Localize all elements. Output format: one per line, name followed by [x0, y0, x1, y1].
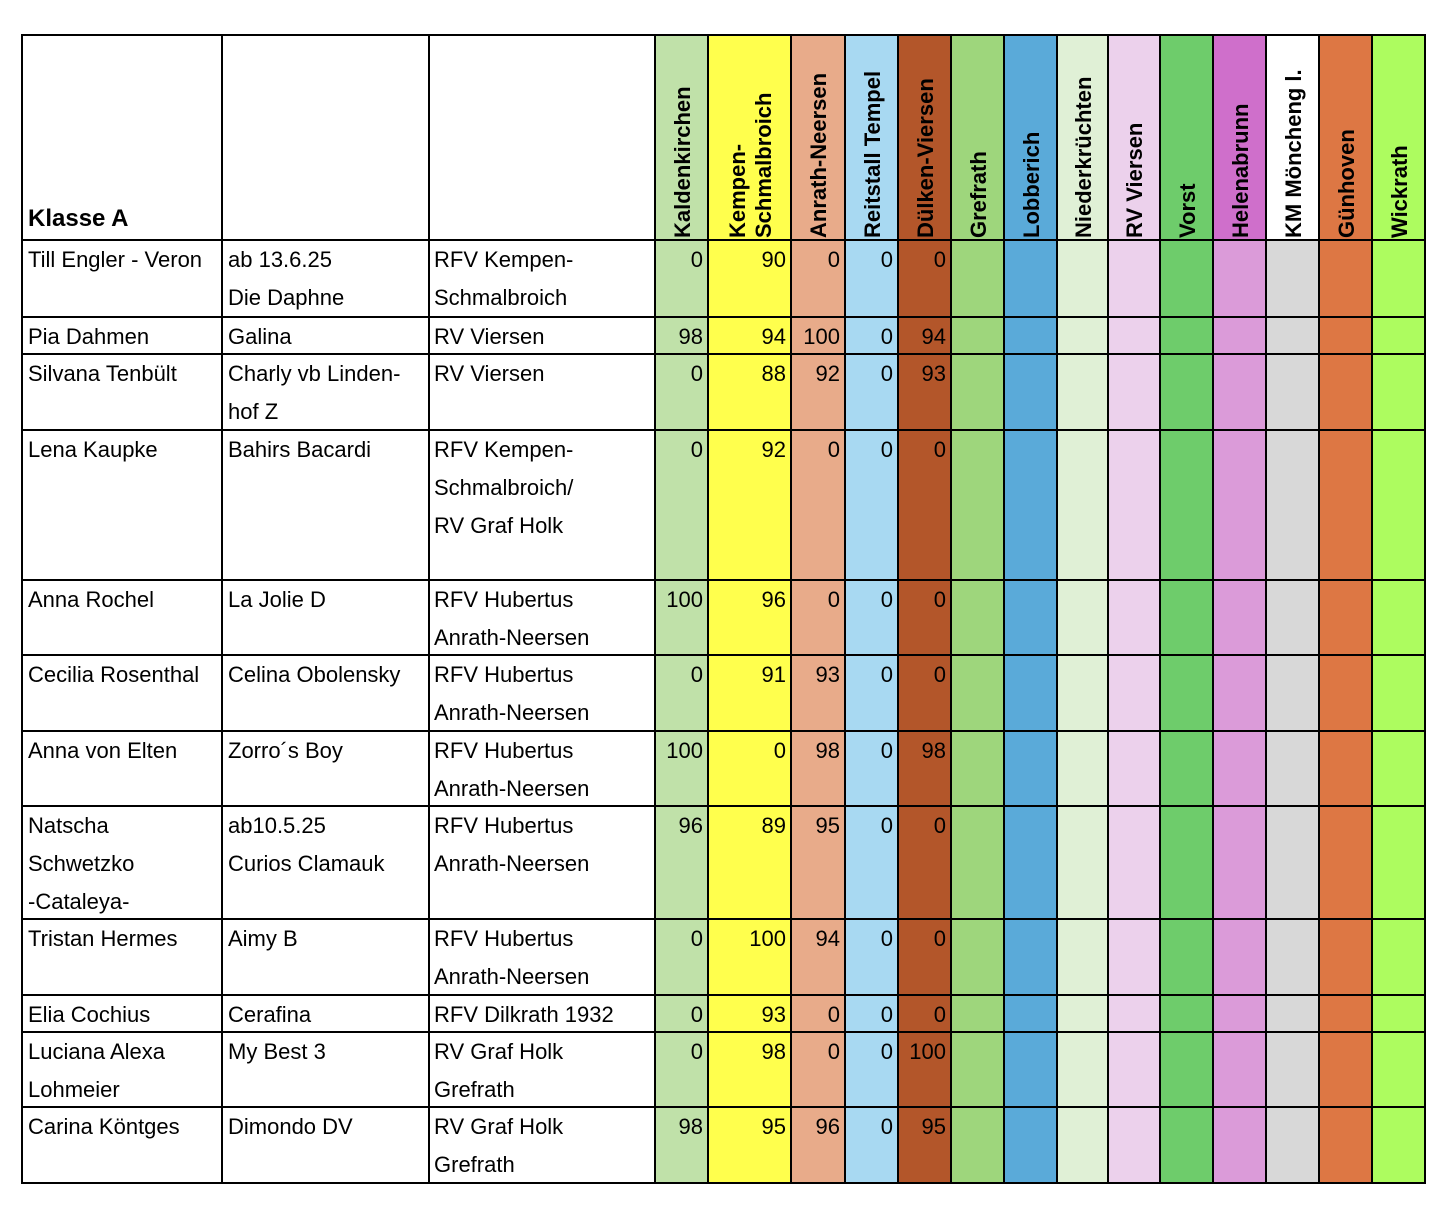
rider-cell: Elia Cochius: [28, 1002, 151, 1027]
club-cell: Anrath-Neersen: [434, 625, 590, 650]
column-header: Helenabrunn: [1227, 103, 1253, 238]
score-cell: 93: [921, 361, 946, 386]
score-cell: 0: [827, 1039, 840, 1064]
horse-cell: My Best 3: [228, 1039, 326, 1064]
score-cell: 0: [933, 247, 946, 272]
score-cell: 0: [880, 587, 893, 612]
horse-cell: ab 13.6.25: [228, 247, 332, 272]
column-header: Vorst: [1174, 183, 1200, 238]
column-header: Reitstall Tempel: [859, 70, 885, 238]
rider-cell: Anna Rochel: [28, 587, 154, 612]
horse-cell: Curios Clamauk: [228, 851, 385, 876]
score-cell: 98: [815, 738, 840, 763]
grid-line: [1107, 34, 1109, 1184]
score-cell: 94: [815, 926, 840, 951]
score-cell: 0: [933, 813, 946, 838]
score-cell: 0: [880, 247, 893, 272]
grid-line: [21, 34, 23, 1184]
horse-cell: ab10.5.25: [228, 813, 326, 838]
grid-line: [1056, 34, 1058, 1184]
score-cell: 0: [880, 437, 893, 462]
score-cell: 98: [761, 1039, 786, 1064]
club-cell: Grefrath: [434, 1077, 515, 1102]
club-cell: RFV Hubertus: [434, 926, 574, 951]
grid-line: [1212, 34, 1214, 1184]
score-cell: 0: [880, 738, 893, 763]
grid-line: [950, 34, 952, 1184]
club-cell: RFV Kempen-: [434, 437, 574, 462]
rider-cell: Silvana Tenbült: [28, 361, 177, 386]
grid-line: [21, 34, 1426, 36]
score-cell: 96: [815, 1114, 840, 1139]
score-cell: 0: [880, 813, 893, 838]
score-cell: 95: [921, 1114, 946, 1139]
rider-cell: -Cataleya-: [28, 889, 130, 914]
club-cell: RFV Hubertus: [434, 813, 574, 838]
score-cell: 0: [933, 437, 946, 462]
score-cell: 100: [803, 324, 840, 349]
score-cell: 0: [880, 1002, 893, 1027]
grid-line: [1371, 34, 1373, 1184]
rider-cell: Schwetzko: [28, 851, 135, 876]
column-header: Lobberich: [1018, 131, 1044, 238]
score-cell: 0: [690, 247, 703, 272]
grid-line: [1003, 34, 1005, 1184]
score-cell: 100: [909, 1039, 946, 1064]
grid-line: [21, 1182, 1426, 1184]
column-header: Niederkrüchten: [1070, 76, 1096, 238]
class-title: Klasse A: [28, 205, 129, 232]
column-header: KM Möncheng l.: [1280, 69, 1306, 238]
score-cell: 94: [761, 324, 786, 349]
score-cell: 98: [921, 738, 946, 763]
horse-cell: Cerafina: [228, 1002, 312, 1027]
grid-line: [1318, 34, 1320, 1184]
score-cell: 100: [749, 926, 786, 951]
column-header: Wickrath: [1386, 145, 1412, 238]
score-cell: 0: [827, 1002, 840, 1027]
score-cell: 0: [827, 587, 840, 612]
club-cell: RV Graf Holk: [434, 1114, 564, 1139]
score-cell: 94: [921, 324, 946, 349]
score-cell: 0: [690, 926, 703, 951]
score-cell: 98: [678, 1114, 703, 1139]
score-cell: 98: [678, 324, 703, 349]
horse-cell: Celina Obolensky: [228, 662, 401, 687]
score-cell: 93: [761, 1002, 786, 1027]
rider-cell: Anna von Elten: [28, 738, 178, 763]
horse-cell: Charly vb Linden-: [228, 361, 401, 386]
score-cell: 0: [827, 437, 840, 462]
score-cell: 0: [690, 1002, 703, 1027]
club-cell: Schmalbroich: [434, 285, 568, 310]
score-cell: 0: [827, 247, 840, 272]
rider-cell: Lohmeier: [28, 1077, 120, 1102]
rider-cell: Till Engler - Veron: [28, 247, 203, 272]
column-header: Schmalbroich: [750, 92, 776, 238]
horse-cell: Aimy B: [228, 926, 298, 951]
score-cell: 0: [933, 926, 946, 951]
club-cell: RFV Dilkrath 1932: [434, 1002, 614, 1027]
grid-line: [1159, 34, 1161, 1184]
horse-cell: hof Z: [228, 399, 279, 424]
club-cell: RV Viersen: [434, 361, 545, 386]
club-cell: Anrath-Neersen: [434, 700, 590, 725]
rider-cell: Luciana Alexa: [28, 1039, 165, 1064]
score-cell: 96: [678, 813, 703, 838]
score-cell: 0: [880, 1039, 893, 1064]
column-header: Grefrath: [965, 151, 991, 238]
grid-line: [1265, 34, 1267, 1184]
club-cell: Anrath-Neersen: [434, 964, 590, 989]
score-cell: 0: [933, 662, 946, 687]
score-cell: 91: [761, 662, 786, 687]
club-cell: Schmalbroich/: [434, 475, 574, 500]
rider-cell: Lena Kaupke: [28, 437, 158, 462]
score-cell: 96: [761, 587, 786, 612]
score-cell: 0: [880, 324, 893, 349]
club-cell: RV Graf Holk: [434, 1039, 564, 1064]
grid-line: [428, 34, 430, 1184]
grid-line: [1424, 34, 1426, 1184]
column-header: Günhoven: [1333, 129, 1359, 238]
column-header: Kempen-: [724, 143, 750, 238]
score-cell: 0: [880, 361, 893, 386]
horse-cell: Zorro´s Boy: [228, 738, 343, 763]
score-cell: 92: [815, 361, 840, 386]
column-header: RV Viersen: [1122, 122, 1147, 238]
club-cell: RV Graf Holk: [434, 513, 564, 538]
score-cell: 95: [815, 813, 840, 838]
horse-cell: Die Daphne: [228, 285, 345, 310]
score-cell: 100: [666, 587, 703, 612]
column-header: Anrath-Neersen: [806, 72, 831, 238]
score-cell: 0: [690, 361, 703, 386]
club-cell: Grefrath: [434, 1152, 515, 1177]
column-header: Dülken-Viersen: [912, 78, 938, 238]
score-cell: 0: [690, 662, 703, 687]
rider-cell: Cecilia Rosenthal: [28, 662, 200, 687]
score-cell: 0: [933, 1002, 946, 1027]
score-cell: 92: [761, 437, 786, 462]
club-cell: RFV Hubertus: [434, 587, 574, 612]
rider-cell: Carina Köntges: [28, 1114, 180, 1139]
club-cell: Anrath-Neersen: [434, 851, 590, 876]
score-cell: 0: [773, 738, 786, 763]
horse-cell: La Jolie D: [228, 587, 326, 612]
score-cell: 0: [880, 662, 893, 687]
club-cell: RFV Kempen-: [434, 247, 574, 272]
grid-line: [221, 34, 223, 1184]
score-cell: 0: [690, 437, 703, 462]
score-cell: 0: [690, 1039, 703, 1064]
score-cell: 0: [880, 926, 893, 951]
rider-cell: Pia Dahmen: [28, 324, 150, 349]
rider-cell: Tristan Hermes: [28, 926, 178, 951]
horse-cell: Dimondo DV: [228, 1114, 353, 1139]
club-cell: RFV Hubertus: [434, 662, 574, 687]
horse-cell: Bahirs Bacardi: [228, 437, 372, 462]
rider-cell: Natscha: [28, 813, 109, 838]
score-cell: 88: [761, 361, 786, 386]
score-cell: 100: [666, 738, 703, 763]
horse-cell: Galina: [228, 324, 292, 349]
score-cell: 89: [761, 813, 786, 838]
club-cell: RV Viersen: [434, 324, 545, 349]
column-header: Kaldenkirchen: [669, 86, 695, 238]
score-cell: 0: [933, 587, 946, 612]
score-cell: 90: [761, 247, 786, 272]
score-cell: 0: [880, 1114, 893, 1139]
score-cell: 93: [815, 662, 840, 687]
club-cell: Anrath-Neersen: [434, 776, 590, 801]
score-cell: 95: [761, 1114, 786, 1139]
club-cell: RFV Hubertus: [434, 738, 574, 763]
